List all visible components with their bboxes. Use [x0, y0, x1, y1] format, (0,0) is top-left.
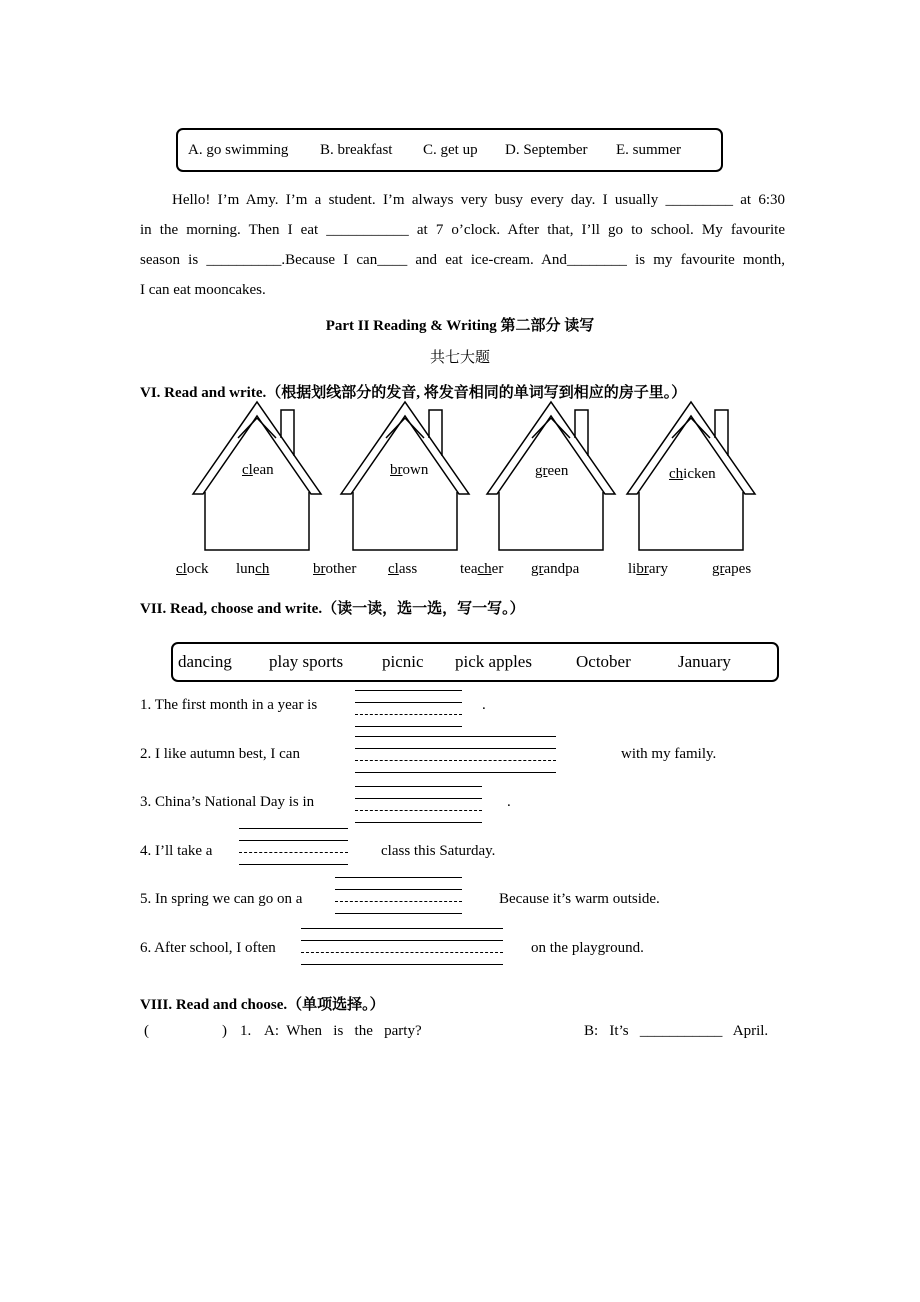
choice-question-a: A: When is the party?	[264, 1023, 422, 1039]
house-word: green	[535, 463, 569, 479]
sort-word: class	[388, 561, 418, 577]
section-6-heading: VI. Read and write.（根据划线部分的发音, 将发音相同的单词写到相应的房子里。）	[140, 385, 687, 401]
word-bank-option: D. September	[505, 142, 588, 158]
writing-lines-2[interactable]	[355, 736, 556, 776]
answer-paren-open: (	[144, 1023, 149, 1039]
question-1-after: .	[482, 697, 486, 713]
question-2: 2. I like autumn best, I can	[140, 746, 300, 762]
word-bank-option: play sports	[269, 652, 344, 671]
writing-lines-3[interactable]	[355, 786, 482, 826]
choice-question-b: B: It’s ___________ April.	[584, 1023, 769, 1039]
word-bank-option: October	[576, 652, 631, 671]
question-2-after: with my family.	[621, 746, 717, 762]
sort-word: grandpa	[531, 561, 580, 577]
question-3-after: .	[507, 794, 511, 810]
word-bank-option: January	[678, 652, 731, 671]
question-5: 5. In spring we can go on a	[140, 891, 303, 907]
house-word: clean	[242, 462, 274, 478]
word-bank-option: picnic	[382, 652, 424, 671]
question-4-after: class this Saturday.	[381, 843, 496, 859]
house-word: brown	[390, 462, 429, 478]
word-bank-option: A. go swimming	[188, 142, 289, 158]
word-bank-box-1	[176, 128, 723, 172]
sort-word: lunch	[236, 561, 270, 577]
word-bank-option: E. summer	[616, 142, 681, 158]
cloze-passage	[140, 185, 785, 305]
sort-word: brother	[313, 561, 357, 577]
passage-line: Hello! I’m Amy. I’m a student. I’m always very busy every day. I usually _________ at 6:30	[172, 192, 785, 208]
writing-lines-6[interactable]	[301, 928, 503, 968]
choice-question-number: 1.	[240, 1023, 252, 1039]
sort-word: grapes	[712, 561, 752, 577]
word-bank-option: B. breakfast	[320, 142, 393, 158]
question-3: 3. China’s National Day is in	[140, 794, 315, 810]
word-bank-option: dancing	[178, 652, 232, 671]
passage-line: season is __________.Because I can____ and eat ice-cream. And________ is my favourite month,	[140, 252, 785, 268]
part-title: Part II Reading & Writing 第二部分 读写	[325, 318, 595, 334]
section-8-heading: VIII. Read and choose.（单项选择。）	[140, 997, 385, 1013]
word-bank-box-2	[171, 642, 779, 682]
writing-lines-1[interactable]	[355, 690, 462, 730]
sort-word: library	[628, 561, 668, 577]
answer-paren-close: )	[222, 1023, 227, 1039]
word-bank-option: C. get up	[423, 142, 478, 158]
question-1: 1. The first month in a year is	[140, 697, 318, 713]
passage-line: I can eat mooncakes.	[140, 282, 266, 298]
house-word: chicken	[669, 466, 716, 482]
writing-lines-5[interactable]	[335, 877, 462, 917]
word-bank-option: pick apples	[455, 652, 532, 671]
question-5-after: Because it’s warm outside.	[499, 891, 660, 907]
houses-illustration	[0, 390, 920, 560]
writing-lines-4[interactable]	[239, 828, 348, 868]
question-6-after: on the playground.	[531, 940, 644, 956]
sort-word: teacher	[460, 561, 504, 577]
question-6: 6. After school, I often	[140, 940, 276, 956]
passage-line: in the morning. Then I eat ___________ at 7 o’clock. After that, I’ll go to school. My favourite	[140, 222, 785, 238]
part-subtitle: 共七大题	[429, 350, 490, 366]
sort-word: clock	[176, 561, 209, 577]
section-7-heading: VII. Read, choose and write.（读一读，选一选，写一写。）	[140, 601, 525, 617]
question-4: 4. I’ll take a	[140, 843, 213, 859]
